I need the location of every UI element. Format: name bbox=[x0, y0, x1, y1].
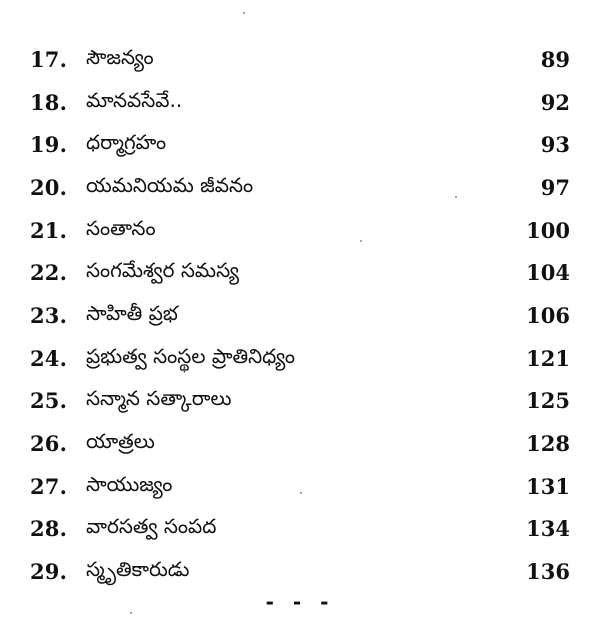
entry-title: సాయుజ్యం bbox=[86, 471, 173, 496]
entry-page-number: 128 bbox=[526, 431, 570, 457]
toc-entry bbox=[30, 38, 570, 81]
toc-entry bbox=[30, 508, 570, 551]
entry-number: 21. bbox=[30, 217, 68, 243]
scan-speck bbox=[300, 492, 302, 494]
scan-speck bbox=[455, 196, 457, 198]
toc-entry bbox=[30, 166, 570, 209]
entry-title: ధర్మాగ్రహం bbox=[86, 130, 167, 155]
entry-page-number: 89 bbox=[540, 46, 570, 72]
entry-number: 26. bbox=[30, 431, 68, 457]
entry-title: సంతానం bbox=[86, 215, 156, 240]
entry-number: 17. bbox=[30, 46, 68, 72]
scan-speck bbox=[243, 12, 245, 14]
table-of-contents bbox=[30, 38, 570, 593]
entry-page-number: 100 bbox=[526, 217, 570, 243]
entry-title: ప్రభుత్వ సంస్థల ప్రాతినిధ్యం bbox=[86, 343, 296, 368]
entry-title: సన్మాన సత్కారాలు bbox=[86, 386, 232, 411]
entry-page-number: 134 bbox=[526, 516, 570, 542]
toc-entry bbox=[30, 337, 570, 380]
entry-title: స్మృతికారుడు bbox=[86, 557, 190, 582]
scan-speck bbox=[130, 612, 132, 614]
entry-number: 27. bbox=[30, 473, 68, 499]
entry-number: 18. bbox=[30, 89, 68, 115]
scan-speck bbox=[360, 240, 362, 242]
toc-entry bbox=[30, 123, 570, 166]
entry-number: 29. bbox=[30, 559, 68, 585]
entry-title: యాత్రలు bbox=[86, 429, 155, 454]
entry-title: మానవసేవే.. bbox=[86, 87, 183, 112]
toc-entry bbox=[30, 294, 570, 337]
entry-title: సాహితీ ప్రభ bbox=[86, 300, 178, 325]
entry-number: 23. bbox=[30, 302, 68, 328]
entry-page-number: 106 bbox=[526, 302, 570, 328]
entry-number: 20. bbox=[30, 174, 68, 200]
toc-entry bbox=[30, 422, 570, 465]
entry-page-number: 104 bbox=[526, 260, 570, 286]
entry-number: 22. bbox=[30, 260, 68, 286]
entry-number: 19. bbox=[30, 132, 68, 158]
entry-number: 25. bbox=[30, 388, 68, 414]
entry-title: సంగమేశ్వర సమస్య bbox=[86, 258, 240, 283]
entry-number: 28. bbox=[30, 516, 68, 542]
entry-page-number: 121 bbox=[526, 345, 570, 371]
entry-page-number: 125 bbox=[526, 388, 570, 414]
toc-entry bbox=[30, 380, 570, 423]
entry-title: వారసత్వ సంపద bbox=[86, 514, 217, 539]
toc-entry bbox=[30, 81, 570, 124]
entry-page-number: 93 bbox=[540, 132, 570, 158]
entry-page-number: 97 bbox=[540, 174, 570, 200]
toc-entry bbox=[30, 465, 570, 508]
entry-page-number: 92 bbox=[540, 89, 570, 115]
entry-title: సౌజన్యం bbox=[86, 44, 154, 69]
toc-entry bbox=[30, 550, 570, 593]
entry-title: యమనియమ జీవనం bbox=[86, 172, 254, 197]
toc-entry bbox=[30, 209, 570, 252]
entry-number: 24. bbox=[30, 345, 68, 371]
toc-entry bbox=[30, 251, 570, 294]
entry-page-number: 136 bbox=[526, 559, 570, 585]
entry-page-number: 131 bbox=[526, 473, 570, 499]
end-separator: - - - bbox=[265, 590, 335, 614]
